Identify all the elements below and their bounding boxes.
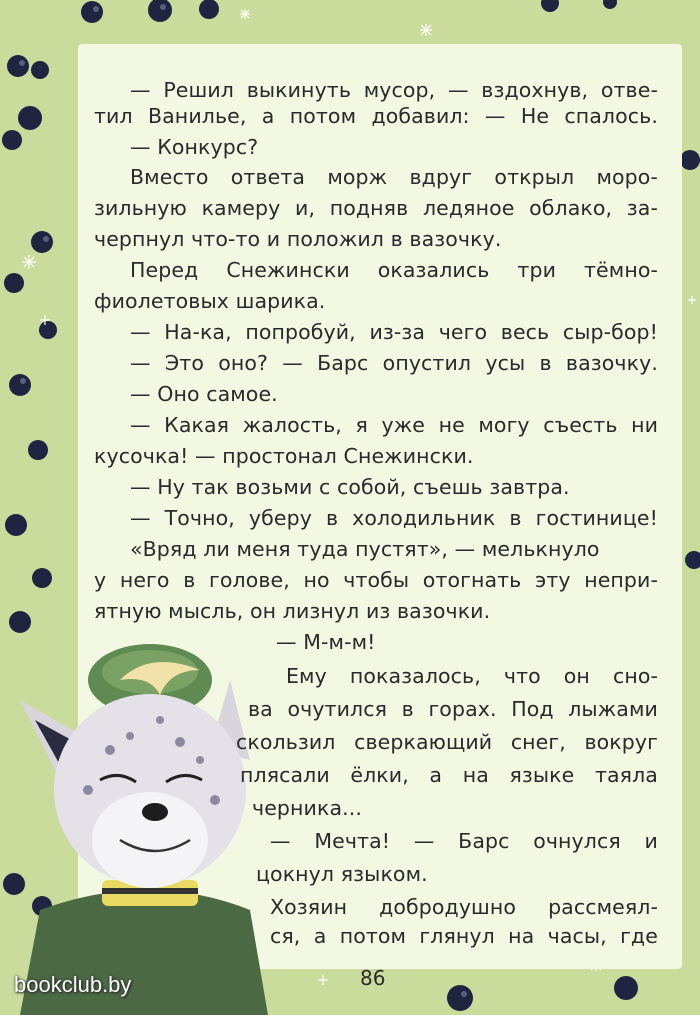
- text-line: фиолетовых шарика.: [94, 289, 326, 313]
- text-line: ся, а потом глянул на часы, где: [270, 924, 658, 948]
- text-line: скользил сверкающий снег, вокруг: [236, 730, 658, 754]
- text-line: — Ну так возьми с собой, съешь завтра.: [130, 475, 570, 499]
- text-line: «Вряд ли меня туда пустят», — мелькнуло: [130, 537, 600, 561]
- page-number: 86: [360, 966, 386, 990]
- text-line: — Это оно? — Барс опустил усы в вазочку.: [130, 351, 658, 375]
- text-line: — Оно самое.: [130, 382, 278, 406]
- text-line: Перед Снежински оказались три тёмно-: [130, 258, 658, 282]
- text-line: — М-м-м!: [276, 630, 376, 654]
- text-line: — Решил выкинуть мусор, — вздохнув, отве-: [130, 78, 658, 102]
- text-line: у него в голове, но чтобы отогнать эту непри-: [94, 568, 658, 592]
- text-line: Вместо ответа морж вдруг открыл моро-: [130, 165, 658, 189]
- text-line: цокнул языком.: [256, 862, 428, 886]
- text-line: ятную мысль, он лизнул из вазочки.: [94, 599, 491, 623]
- text-line: черпнул что-то и положил в вазочку.: [94, 227, 502, 251]
- text-line: — На-ка, попробуй, из-за чего весь сыр-бор!: [130, 320, 658, 344]
- text-line: — Конкурс?: [130, 135, 259, 159]
- text-line: — Какая жалость, я уже не могу съесть ни: [130, 413, 658, 437]
- text-line: Хозяин добродушно рассмеял-: [270, 895, 658, 919]
- watermark-logo: bookclub.by: [14, 972, 132, 997]
- text-line: кусочка! — простонал Снежински.: [94, 444, 474, 468]
- text-line: — Мечта! — Барс очнулся и: [270, 829, 658, 853]
- text-line: Ему показалось, что он сно-: [286, 664, 658, 688]
- text-line: плясали ёлки, а на языке таяла: [240, 763, 658, 787]
- text-line: зильную камеру и, подняв ледяное облако, за-: [94, 196, 658, 220]
- text-line: ва очутился в горах. Под лыжами: [248, 697, 658, 721]
- text-line: — Точно, уберу в холодильник в гостинице!: [130, 506, 658, 530]
- text-line: черника...: [252, 796, 362, 820]
- text-line: тил Ванилье, а потом добавил: — Не спалось.: [94, 104, 658, 128]
